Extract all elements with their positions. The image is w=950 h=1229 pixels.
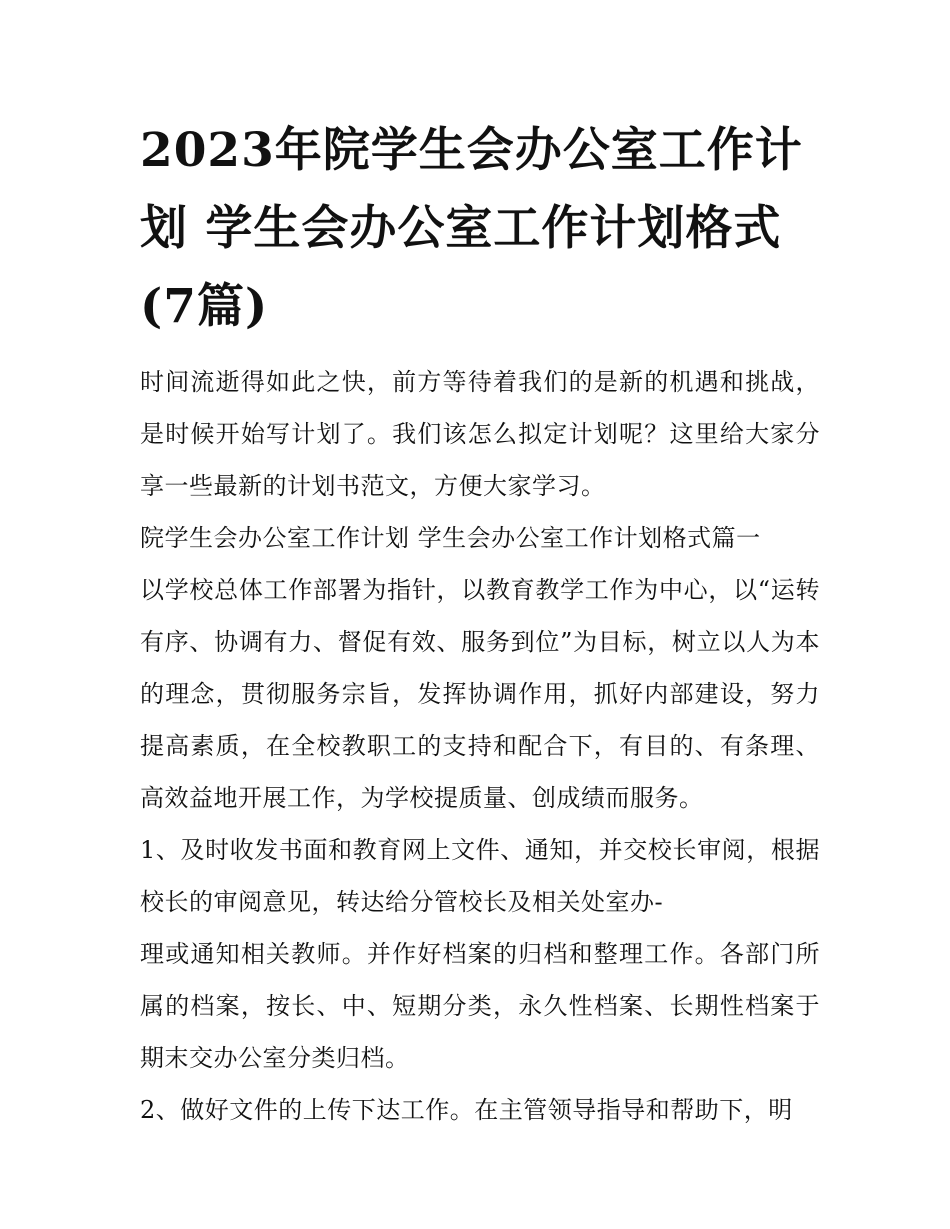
body-paragraph: 以学校总体工作部署为指针，以教育教学工作为中心，以“运转有序、协调有力、督促有效、服务到位”为目标，树立以人为本的理念，贯彻服务宗旨，发挥协调作用，抓好内部建设，努力提高素质，在全校教职工的支持和配合下，有目的、有条理、高效益地开展工作，为学校提质量、创成绩而服务。	[140, 576, 820, 812]
section-heading: 院学生会办公室工作计划 学生会办公室工作计划格式篇一	[140, 524, 761, 552]
list-item-2: 2、做好文件的上传下达工作。在主管领导指导和帮助下，明	[140, 1096, 793, 1124]
document-body	[140, 356, 820, 1136]
intro-paragraph: 时间流逝得如此之快，前方等待着我们的是新的机遇和挑战，是时候开始写计划了。我们该怎么拟定计划呢？这里给大家分享一些最新的计划书范文，方便大家学习。	[140, 368, 820, 500]
list-item-1: 1、及时收发书面和教育网上文件、通知，并交校长审阅，根据校长的审阅意见，转达给分管校长及相关处室办-	[140, 836, 820, 916]
document-page	[140, 112, 820, 1136]
document-title: 2023年院学生会办公室工作计划 学生会办公室工作计划格式(7篇)	[140, 123, 803, 334]
list-item-1-continued: 理或通知相关教师。并作好档案的归档和整理工作。各部门所属的档案，按长、中、短期分类，永久性档案、长期性档案于期末交办公室分类归档。	[140, 940, 820, 1072]
